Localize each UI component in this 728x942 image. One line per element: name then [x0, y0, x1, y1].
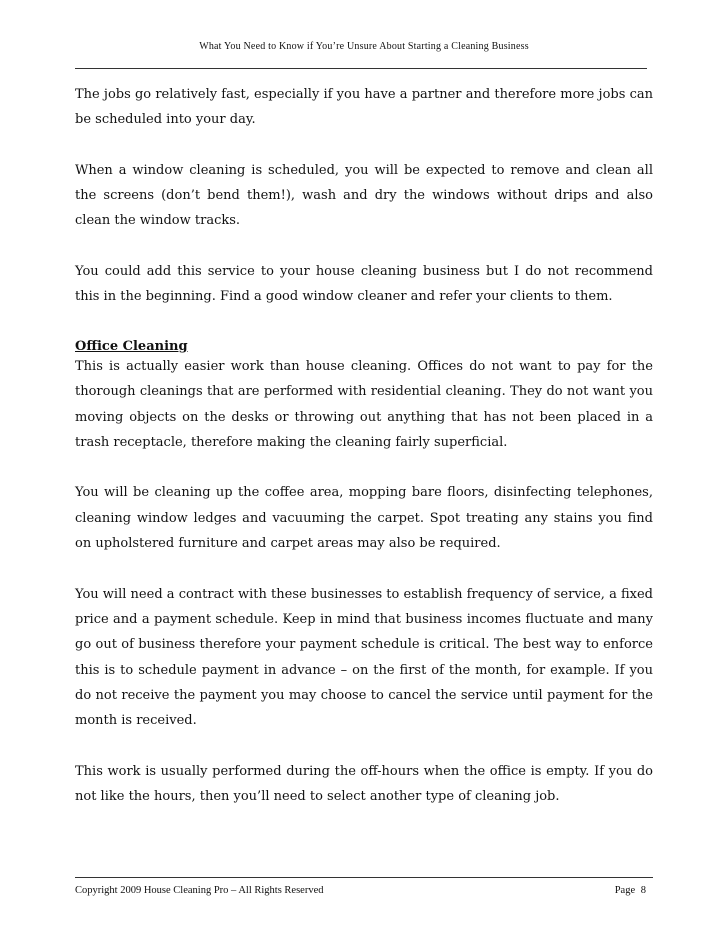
- paragraph-spacer: [75, 556, 653, 581]
- paragraph-spacer: [75, 733, 653, 758]
- page-body: [75, 82, 653, 809]
- body-paragraph: The jobs go relatively fast, especially if you have a partner and therefore more jobs can be scheduled into your day.: [75, 87, 653, 128]
- paragraph-spacer: [75, 455, 653, 480]
- paragraph-spacer: [75, 234, 653, 259]
- body-paragraph: This work is usually performed during the off-hours when the office is empty. If you do not like the hours, then you’ll need to select another type of cleaning job.: [75, 763, 653, 805]
- page-number: Page 8: [614, 885, 646, 896]
- body-paragraph: When a window cleaning is scheduled, you will be expected to remove and clean all the screens (don’t bend them!), wash and dry the windows without drips and also clean the window tracks.: [75, 162, 653, 229]
- body-paragraph: This is actually easier work than house cleaning. Offices do not want to pay for the thorough cleanings that are performed with residential cleaning. They do not want you moving objects on the desks or throwing out anything that has not been placed in a trash receptacle, therefore making the cleaning fairly superficial.: [75, 358, 653, 450]
- section-heading: Office Cleaning: [75, 338, 188, 354]
- page-header: What You Need to Know if You’re Unsure About Starting a Cleaning Business: [199, 41, 529, 52]
- body-paragraph: You could add this service to your house cleaning business but I do not recommend this in the beginning. Find a good window cleaner and refer your clients to them.: [75, 264, 653, 305]
- header-divider: [75, 68, 647, 69]
- footer-divider: [75, 877, 653, 878]
- footer-copyright: Copyright 2009 House Cleaning Pro – All Rights Reserved: [75, 885, 324, 896]
- paragraph-spacer: [75, 310, 653, 335]
- paragraph-spacer: [75, 133, 653, 158]
- body-paragraph: You will be cleaning up the coffee area, mopping bare floors, disinfecting telephones, cleaning window ledges and vacuuming the carpet. Spot treating any stains you find on upholstered furniture and carpet areas may also be required.: [75, 485, 653, 552]
- body-paragraph: You will need a contract with these businesses to establish frequency of service, a fixed price and a payment schedule. Keep in mind that business incomes fluctuate and many go out of business therefore your payment schedule is critical. The best way to enforce this is to schedule payment in advance – on the first of the month, for example. If you do not receive the payment you may choose to cancel the service until payment for the month is received.: [75, 586, 653, 729]
